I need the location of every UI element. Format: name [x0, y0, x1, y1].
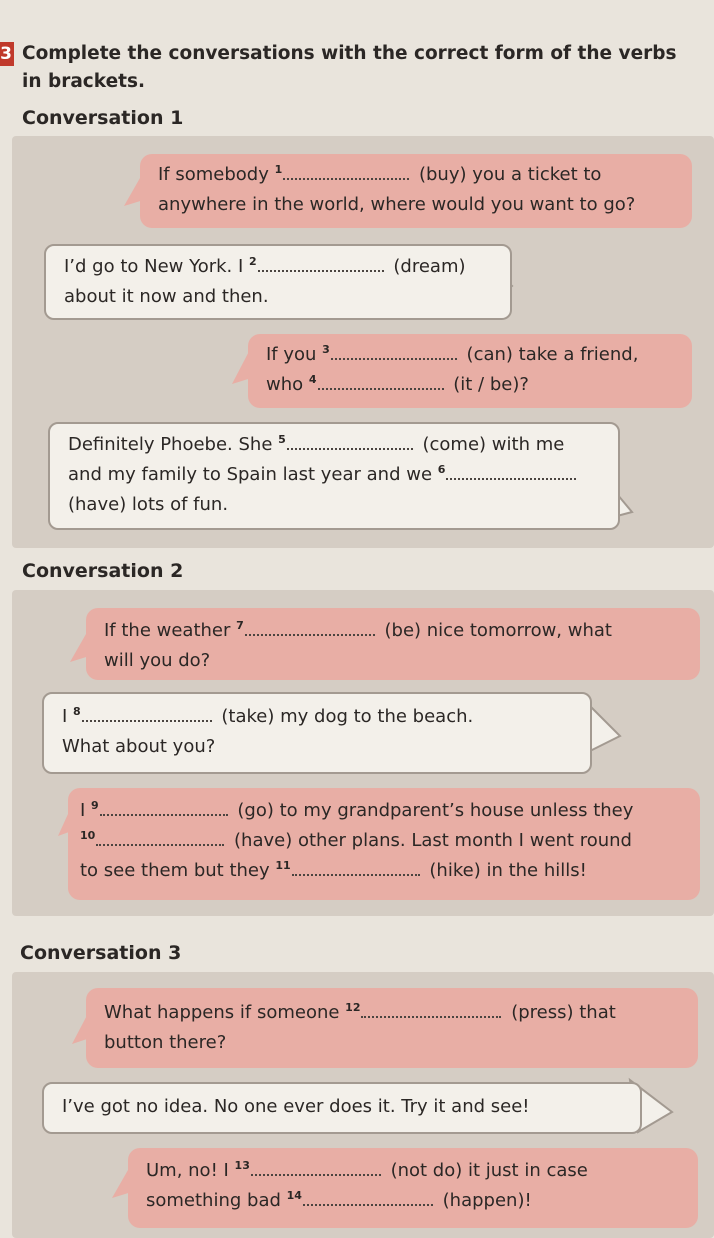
answer-gap-7[interactable] — [245, 632, 375, 636]
answer-gap-5[interactable] — [287, 446, 413, 450]
bubble-line: I’ve got no idea. No one ever does it. Try it and see! — [62, 1096, 530, 1117]
bubble-line: What about you? — [62, 736, 216, 757]
exercise-instruction: Complete the conversations with the correct form of the verbs in brackets. — [22, 43, 677, 92]
gap-number: 9 — [91, 799, 99, 812]
answer-gap-13[interactable] — [251, 1172, 381, 1176]
answer-gap-10[interactable] — [96, 842, 224, 846]
speech-bubble-2 — [44, 244, 512, 320]
answer-gap-2[interactable] — [258, 268, 384, 272]
bubble-line: I’d go to New York. I $^2$ (dream) — [64, 255, 466, 277]
answer-gap-12[interactable] — [361, 1014, 501, 1018]
gap-number: 14 — [286, 1189, 302, 1202]
gap-number: 8 — [73, 705, 81, 718]
bubble-line: will you do? — [104, 650, 211, 671]
conversation-2-card — [12, 590, 714, 916]
bubble-line: button there? — [104, 1032, 227, 1053]
bubble-line: I $^8$ (take) my dog to the beach. — [62, 705, 474, 727]
bubble-line: who $^4$ (it / be)? — [266, 373, 529, 395]
bubble-line: about it now and then. — [64, 286, 269, 307]
gap-number: 5 — [278, 433, 286, 446]
answer-gap-4[interactable] — [318, 386, 444, 390]
gap-number: 6 — [437, 463, 446, 476]
conversation-1-heading: Conversation 1 — [22, 107, 184, 129]
bubble-line: something bad $^{14}$ (happen)! — [146, 1189, 532, 1211]
bubble-line: anywhere in the world, where would you want to go? — [158, 194, 636, 215]
speech-bubble-9 — [68, 788, 700, 900]
gap-number: 2 — [249, 255, 257, 268]
bubble-line: If you $^3$ (can) take a friend, — [266, 343, 639, 365]
speech-bubble-4 — [48, 422, 620, 530]
gap-number: 4 — [308, 373, 317, 386]
speech-bubble-7 — [86, 608, 700, 680]
bubble-line: What happens if someone $^{12}$ (press) that — [104, 1001, 616, 1023]
bubble-line: $^{10}$ (have) other plans. Last month I went round — [80, 829, 632, 851]
answer-gap-3[interactable] — [331, 356, 457, 360]
answer-gap-8[interactable] — [82, 718, 212, 722]
gap-number: 11 — [275, 859, 291, 872]
gap-number: 1 — [274, 163, 283, 176]
speech-bubble-14 — [128, 1148, 698, 1228]
gap-number: 7 — [236, 619, 244, 632]
bubble-line: I $^9$ (go) to my grandparent’s house unless they — [80, 799, 634, 821]
speech-bubble-12 — [86, 988, 698, 1068]
answer-gap-14[interactable] — [303, 1202, 433, 1206]
speech-bubble-3 — [248, 334, 692, 408]
bubble-line: If the weather $^7$ (be) nice tomorrow, what — [104, 619, 612, 641]
conversation-1-card — [12, 136, 714, 548]
conversation-2-heading: Conversation 2 — [22, 560, 184, 582]
conversation-3-heading: Conversation 3 — [20, 942, 182, 964]
exercise-number: 3 — [0, 44, 12, 64]
bubble-line: Definitely Phoebe. She $^5$ (come) with me — [68, 433, 565, 455]
bubble-line: Um, no! I $^{13}$ (not do) it just in case — [146, 1159, 588, 1181]
gap-number: 13 — [234, 1159, 250, 1172]
gap-number: 10 — [80, 829, 96, 842]
speech-bubble-8 — [42, 692, 592, 774]
bubble-line: If somebody $^1$ (buy) you a ticket to — [158, 163, 602, 185]
answer-gap-9[interactable] — [100, 812, 228, 816]
gap-number: 12 — [345, 1001, 361, 1014]
speech-bubble-1 — [140, 154, 692, 228]
answer-gap-6[interactable] — [446, 476, 576, 480]
bubble-line: and my family to Spain last year and we $^6$ — [68, 460, 600, 490]
gap-number: 3 — [322, 343, 330, 356]
speech-bubble-13 — [42, 1082, 642, 1134]
bubble-line: to see them but they $^{11}$ (hike) in the hills! — [80, 859, 587, 881]
conversation-3-card — [12, 972, 714, 1238]
answer-gap-1[interactable] — [283, 176, 409, 180]
answer-gap-11[interactable] — [292, 872, 420, 876]
bubble-line: (have) lots of fun. — [68, 494, 229, 515]
